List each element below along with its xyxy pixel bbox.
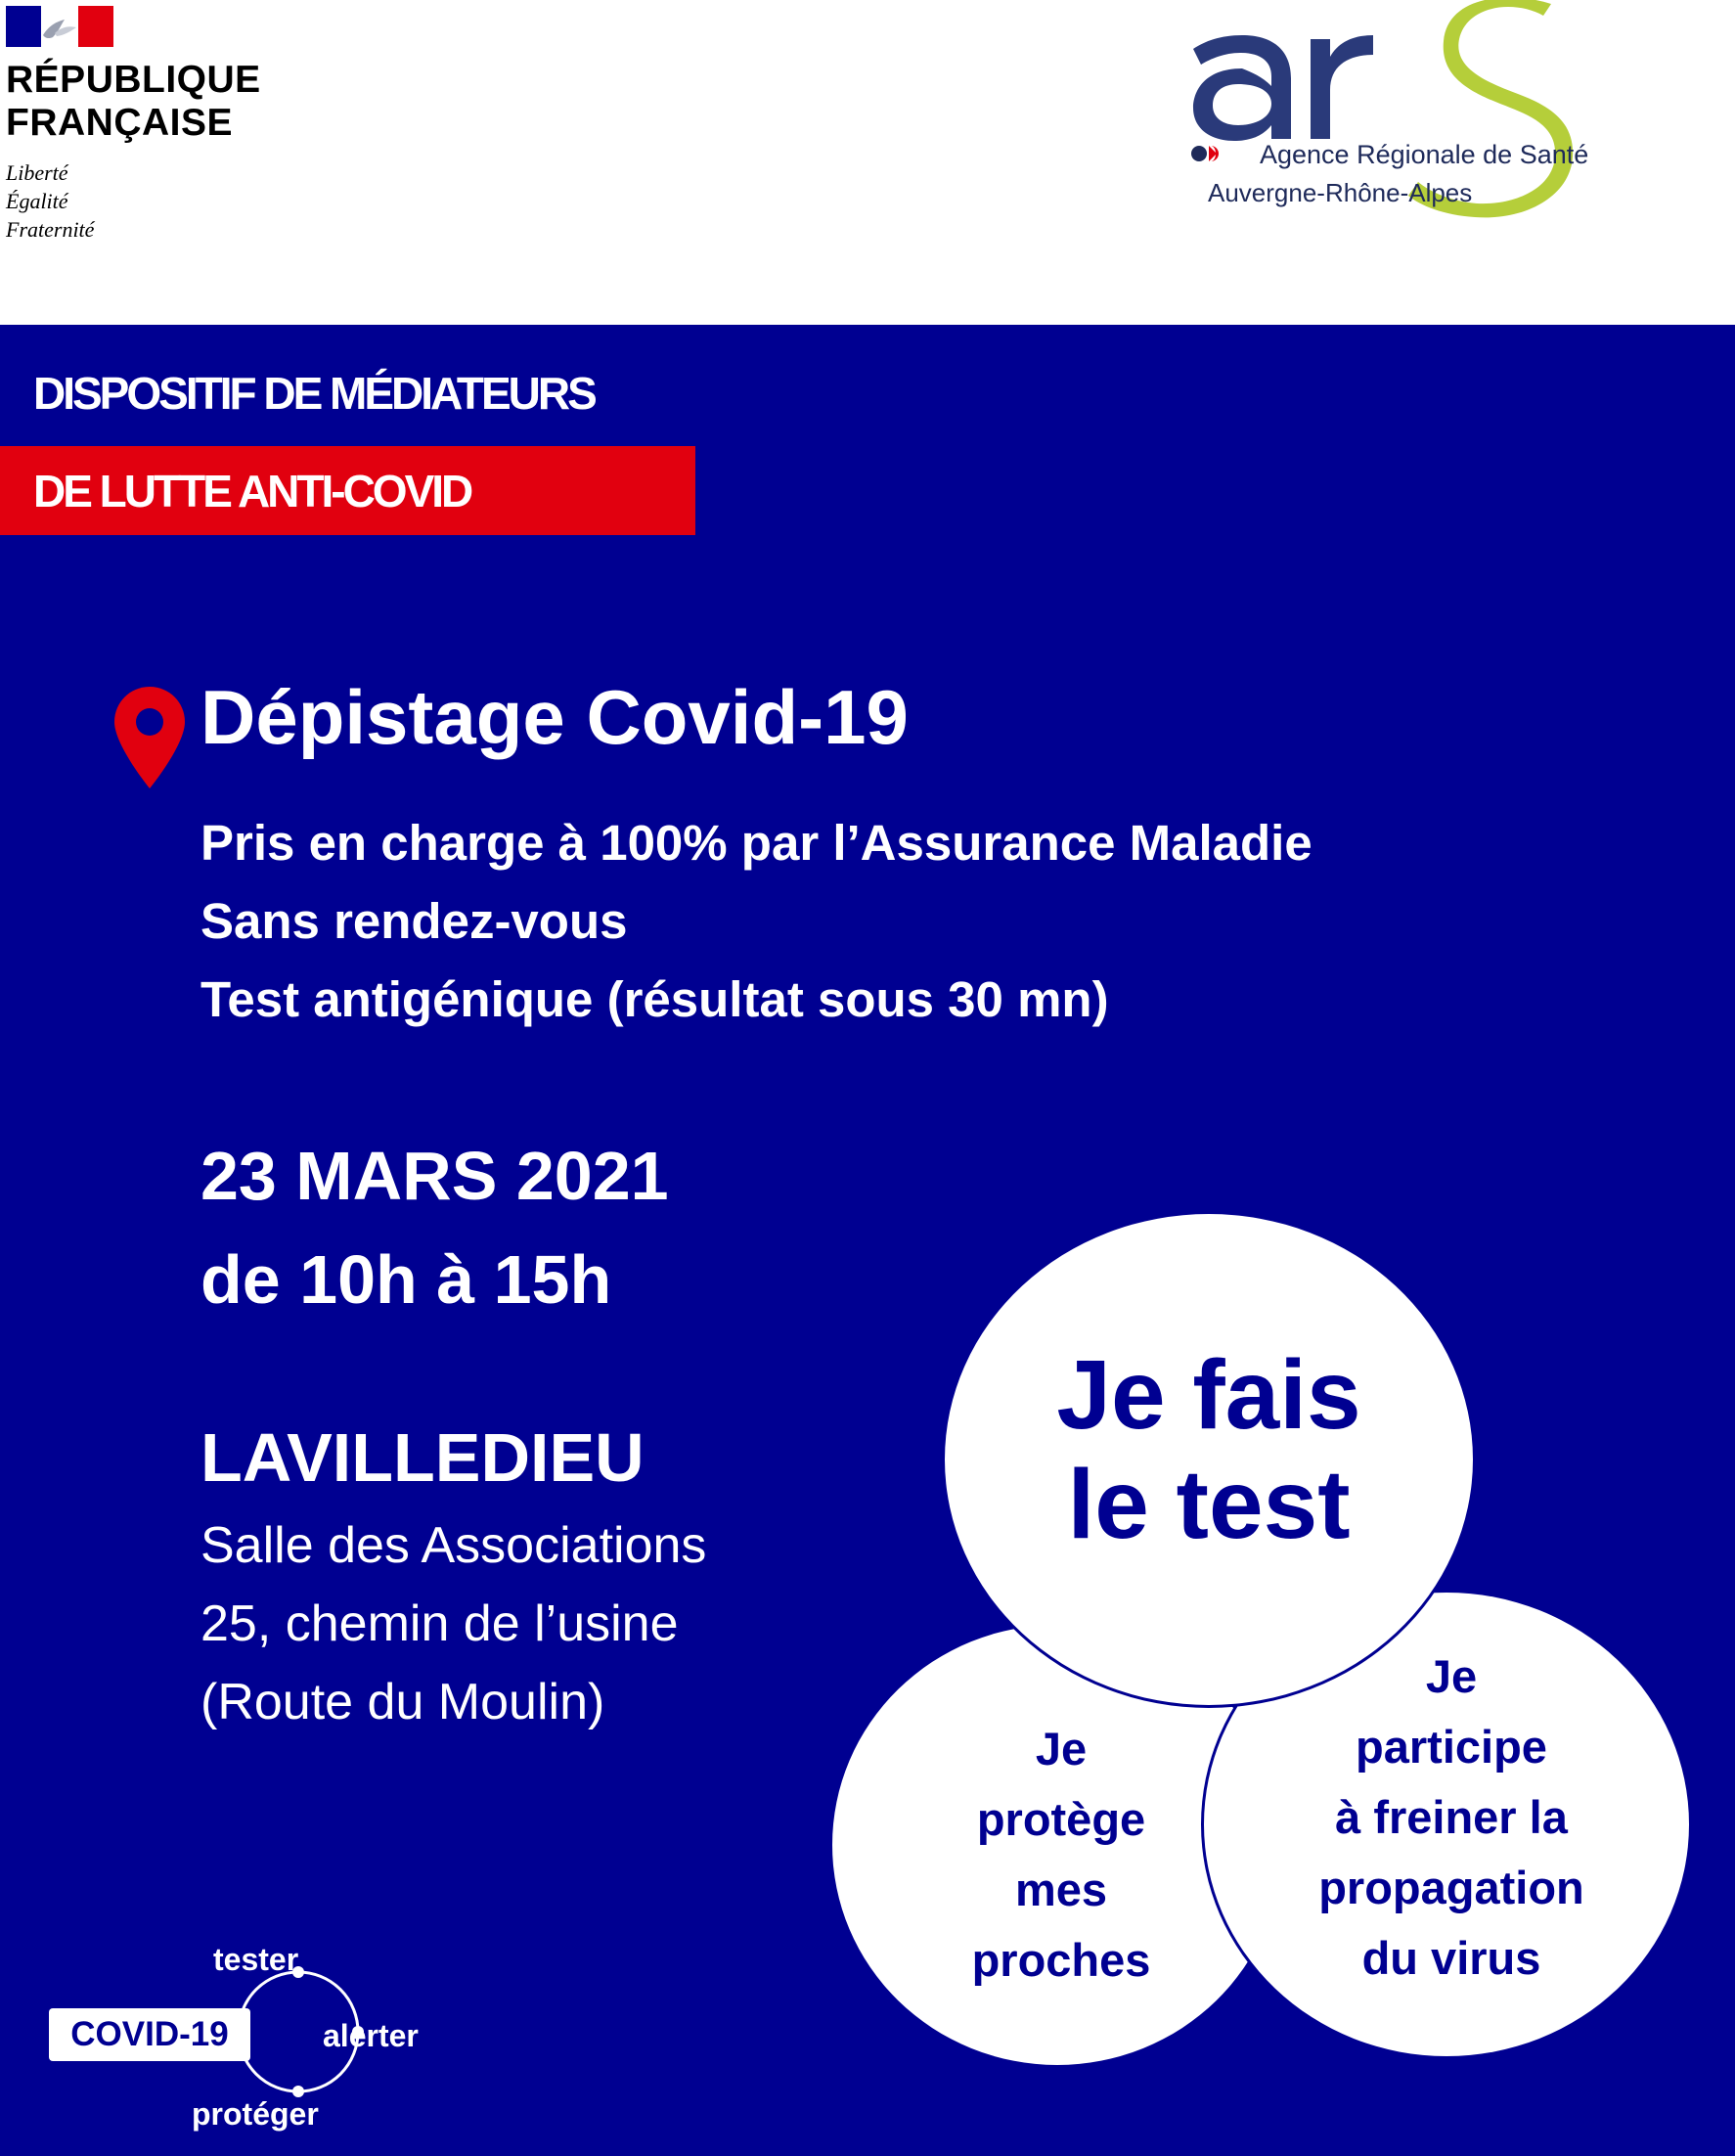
event-city: LAVILLEDIEU (200, 1419, 645, 1496)
circle-right-line-3: à freiner la (1335, 1791, 1568, 1843)
covid-word-tester: tester (213, 1942, 299, 1977)
detail-test-type: Test antigénique (résultat sous 30 mn) (200, 971, 1109, 1027)
circle-left-line-1: Je (1035, 1723, 1088, 1774)
ars-region-name: Auvergne-Rhône-Alpes (1208, 178, 1473, 207)
covid-word-alerter: alerter (323, 2018, 419, 2053)
header (0, 0, 1735, 325)
circle-right-line-5: du virus (1361, 1932, 1541, 1984)
circle-left-line-3: mes (1014, 1864, 1108, 1915)
republique-francaise-name: RÉPUBLIQUE FRANÇAISE (6, 59, 261, 144)
circle-left-line-4: proches (971, 1934, 1151, 1986)
republique-motto: Liberté Égalité Fraternité (6, 160, 95, 242)
circle-right-line-2: participe (1356, 1721, 1547, 1773)
event-title: Dépistage Covid-19 (200, 674, 909, 760)
map-pin-icon (112, 685, 187, 790)
circle-right-line-4: propagation (1318, 1862, 1584, 1913)
detail-no-appointment: Sans rendez-vous (200, 893, 628, 949)
circle-slow-spread-text (1256, 1641, 1647, 1994)
covid-word-proteger: protéger (192, 2096, 319, 2132)
circle-get-tested-text (1013, 1340, 1404, 1559)
covid-19-badge: COVID-19 (49, 2008, 250, 2061)
marianne-flag-logo (6, 6, 113, 47)
detail-coverage: Pris en charge à 100% par l’Assurance Maladie (200, 815, 1312, 871)
event-date: 23 MARS 2021 (200, 1138, 669, 1214)
banner-line-1: DISPOSITIF DE MÉDIATEURS (33, 368, 595, 419)
circle-left-line-2: protège (976, 1793, 1146, 1845)
event-hours: de 10h à 15h (200, 1241, 612, 1318)
circle-top-line-2: le test (1067, 1450, 1351, 1559)
circle-top-line-1: Je fais (1056, 1340, 1361, 1450)
banner-line-2: DE LUTTE ANTI-COVID (33, 466, 471, 517)
circle-protect-text (885, 1714, 1237, 1996)
address-venue: Salle des Associations (200, 1517, 707, 1574)
circle-right-line-1: Je (1425, 1650, 1478, 1702)
ars-agency-name: Agence Régionale de Santé (1260, 140, 1589, 169)
address-street: 25, chemin de l’usine (200, 1595, 679, 1652)
address-note: (Route du Moulin) (200, 1674, 605, 1730)
